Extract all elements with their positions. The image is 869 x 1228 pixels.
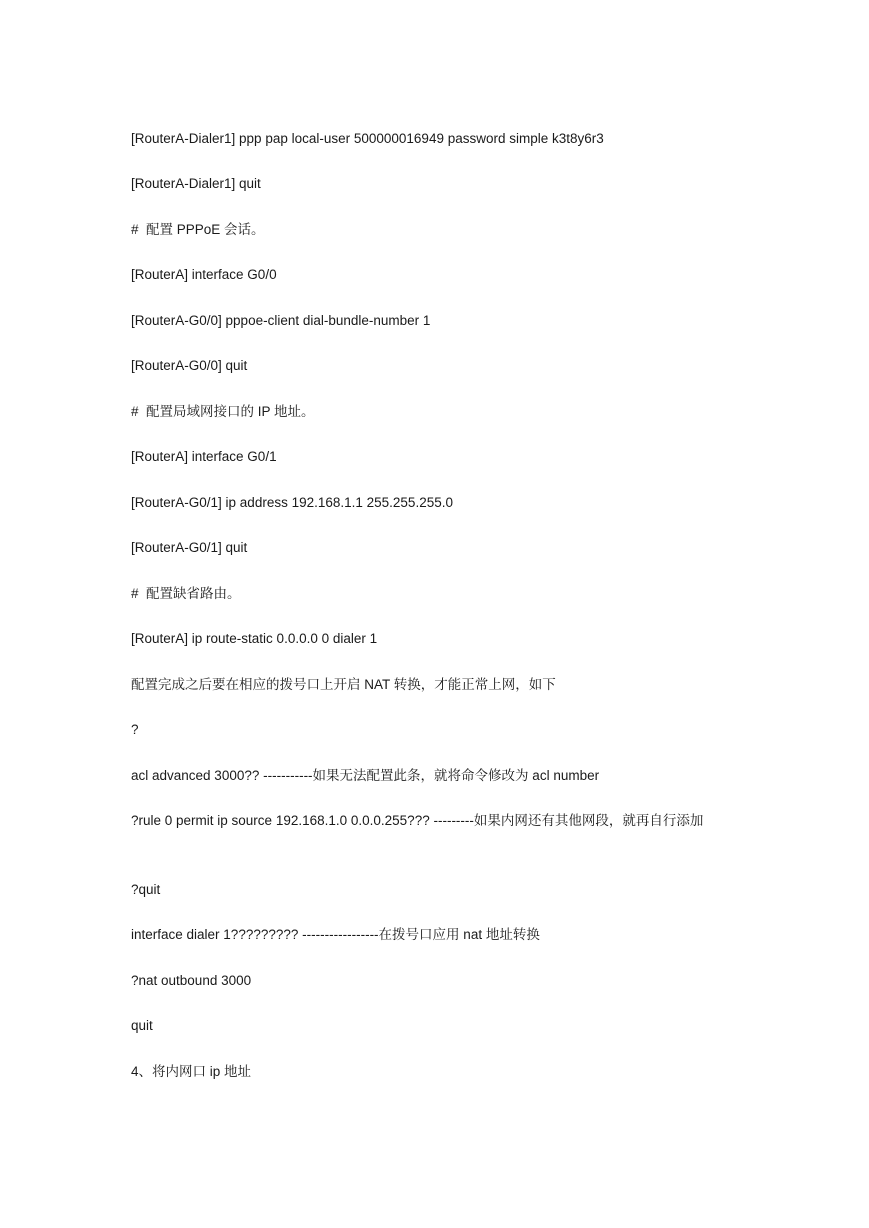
text-line: [RouterA] ip route-static 0.0.0.0 0 dialer 1: [131, 631, 378, 646]
text-line: # 配置缺省路由。: [131, 586, 241, 601]
text-line: [RouterA] interface G0/1: [131, 449, 277, 464]
text-line: [RouterA-G0/0] pppoe-client dial-bundle-number 1: [131, 313, 431, 328]
text-line: [RouterA] interface G0/0: [131, 267, 277, 282]
text-line: ?rule 0 permit ip source 192.168.1.0 0.0.0.255??? ---------如果内网还有其他网段，就再自行添加: [131, 813, 704, 828]
text-line: [RouterA-Dialer1] quit: [131, 176, 261, 191]
text-line: [RouterA-G0/0] quit: [131, 358, 248, 373]
text-line: ?: [131, 722, 139, 737]
text-line: # 配置局域网接口的 IP 地址。: [131, 404, 315, 419]
text-line: acl advanced 3000?? -----------如果无法配置此条，就将命令修改为 acl number: [131, 768, 600, 783]
text-line: [RouterA-Dialer1] ppp pap local-user 500000016949 password simple k3t8y6r3: [131, 131, 604, 146]
text-line: [RouterA-G0/1] ip address 192.168.1.1 255.255.255.0: [131, 495, 453, 510]
text-line: # 配置 PPPoE 会话。: [131, 222, 265, 237]
text-line: interface dialer 1????????? -----------------在拨号口应用 nat 地址转换: [131, 927, 540, 942]
text-line: quit: [131, 1018, 153, 1033]
text-line: 4、将内网口 ip 地址: [131, 1064, 252, 1079]
text-line: ?nat outbound 3000: [131, 973, 252, 988]
text-line: ?quit: [131, 882, 161, 897]
text-line: 配置完成之后要在相应的拨号口上开启 NAT 转换，才能正常上网，如下: [131, 677, 556, 692]
text-line: [RouterA-G0/1] quit: [131, 540, 248, 555]
